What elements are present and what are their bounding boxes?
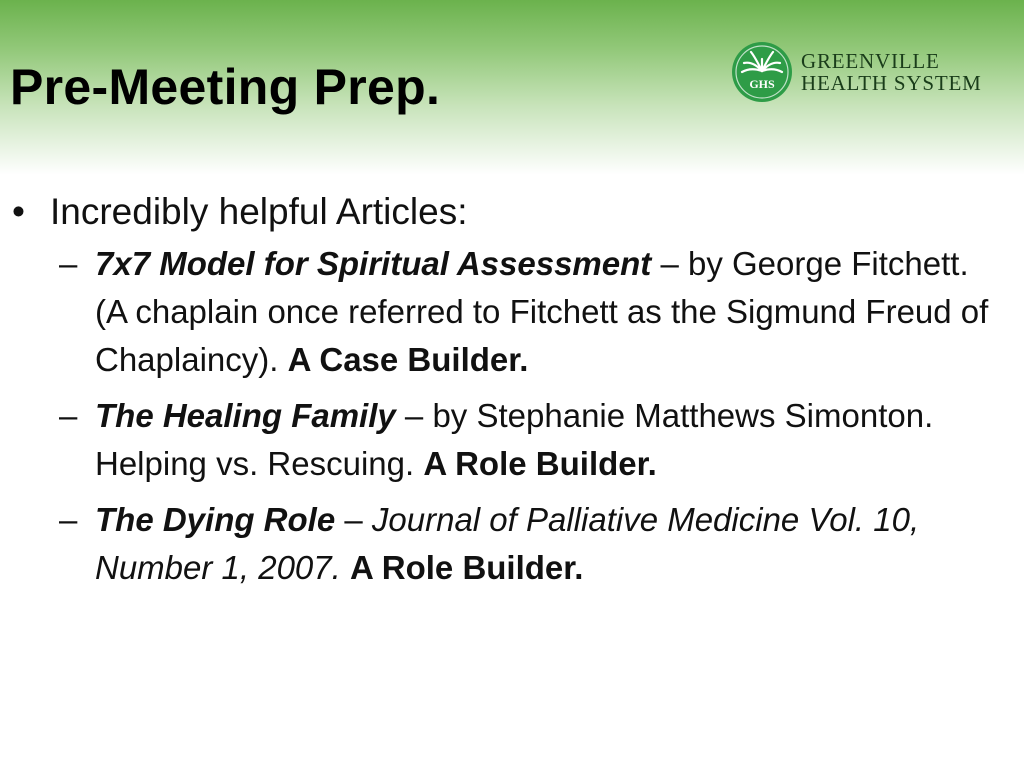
article-item: [59, 392, 1005, 488]
main-bullet-text: Incredibly helpful Articles:: [50, 191, 468, 232]
dash-icon: –: [59, 501, 78, 538]
main-bullet: [12, 186, 1024, 238]
greenville-health-system-logo: [731, 40, 1001, 104]
article-tag: A Case Builder.: [287, 341, 529, 378]
article-separator: –: [651, 245, 688, 282]
dash-icon: –: [59, 397, 78, 434]
article-item: [59, 240, 1005, 384]
article-title: 7x7 Model for Spiritual Assessment: [95, 245, 652, 282]
article-tag: A Role Builder.: [349, 549, 584, 586]
article-title: The Healing Family: [95, 397, 396, 434]
bullet-icon: •: [12, 191, 25, 232]
logo-line-1: GREENVILLE: [801, 49, 940, 73]
logo-wordmark: [801, 50, 982, 94]
dash-icon: –: [59, 245, 78, 282]
article-title: The Dying Role: [95, 501, 336, 538]
slide-title: Pre-Meeting Prep.: [10, 59, 441, 115]
article-separator: –: [395, 397, 433, 434]
logo-line-2: HEALTH SYSTEM: [801, 71, 982, 95]
article-detail: by George Fitchett. (A chaplain once referred to Fitchett as the Sigmund Freud of Chaplaincy).: [95, 245, 989, 378]
article-detail: Journal of Palliative Medicine Vol. 10, Number 1, 2007.: [95, 501, 920, 586]
slide-body: [0, 186, 1024, 592]
article-item: [59, 496, 1005, 592]
article-tag: A Role Builder.: [423, 445, 657, 482]
article-separator: –: [335, 501, 372, 538]
article-detail: by Stephanie Matthews Simonton. Helping vs. Rescuing.: [95, 397, 934, 482]
ghs-palm-logo-icon: [731, 41, 793, 103]
logo-mark-text: GHS: [749, 77, 775, 91]
